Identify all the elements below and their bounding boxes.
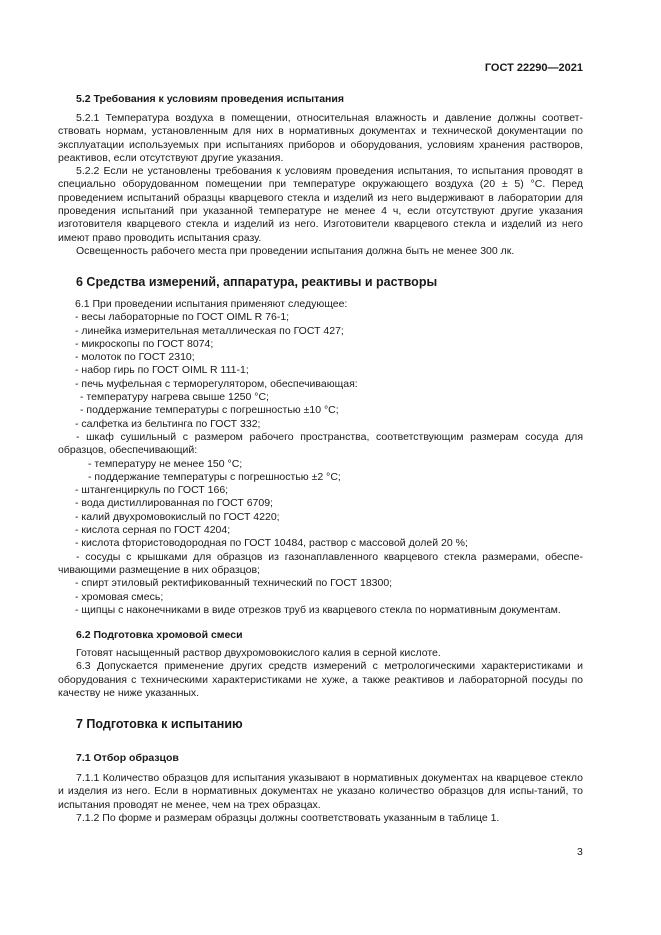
list-item: - печь муфельная с терморегулятором, обеспечивающая: [75, 377, 358, 390]
section-6-1-list [58, 298, 583, 617]
list-item: - спирт этиловый ректификованный технический по ГОСТ 18300; [75, 577, 393, 590]
paragraph-7-1-1: 7.1.1 Количество образцов для испытания указывают в нормативных документах на кварцевое стекло и изделия из него. Если в нормативных документах не указано количество образцов для испы-таний, то испытания проводят не менее, чем на трех образцах. [58, 772, 583, 811]
list-item: - хромовая смесь; [75, 590, 164, 603]
list-item: - кислота серная по ГОСТ 4204; [75, 524, 231, 537]
section-5-2-body [58, 112, 583, 258]
list-item: - штангенциркуль по ГОСТ 166; [75, 484, 229, 497]
list-item: - кислота фтористоводородная по ГОСТ 10484, раствор с массовой долей 20 %; [75, 537, 468, 550]
section-6-2-heading: 6.2 Подготовка хромовой смеси [76, 629, 243, 641]
section-6-heading: 6 Средства измерений, аппаратура, реактивы и растворы [76, 275, 438, 289]
list-item: - линейка измерительная металлическая по ГОСТ 427; [75, 324, 344, 337]
list-item: - микроскопы по ГОСТ 8074; [75, 337, 214, 350]
list-item: - весы лабораторные по ГОСТ OIML R 76-1; [75, 311, 290, 324]
paragraph-7-1-2: 7.1.2 По форме и размерам образцы должны соответствовать указанным в таблице 1. [76, 811, 500, 824]
section-7-heading: 7 Подготовка к испытанию [76, 717, 243, 731]
list-subitem: - поддержание температуры с погрешностью ±10 °С; [80, 404, 339, 417]
paragraph-6-2: Готовят насыщенный раствор двухромовокислого калия в серной кислоте. [76, 647, 441, 659]
list-item: - набор гирь по ГОСТ OIML R 111-1; [75, 364, 249, 377]
list-item: - калий двухромовокислый по ГОСТ 4220; [75, 510, 280, 523]
list-item: - салфетка из бельтинга по ГОСТ 332; [75, 417, 261, 430]
section-5-2-heading: 5.2 Требования к условиям проведения испытания [76, 93, 344, 105]
standard-header: ГОСТ 22290—2021 [484, 62, 583, 74]
section-6-2-body [58, 647, 583, 700]
paragraph-5-2-1: 5.2.1 Температура воздуха в помещении, относительная влажность и давление должны соответ-ствовать нормам, установленным для них в нормативных документах и технической документации по эксплуатации используемых при испытаниях приборов и оборудования, условиям хранения растворов, реактивов, если отсутствуют другие указания. [58, 112, 583, 164]
section-7-1-body [58, 772, 583, 825]
list-item: - шкаф сушильный с размером рабочего пространства, соответствующим размерам сосуда для образцов, обеспечивающий: [58, 430, 583, 457]
list-item: - щипцы с наконечниками в виде отрезков труб из кварцевого стекла по нормативным документам. [75, 603, 561, 616]
section-7-1-heading: 7.1 Отбор образцов [76, 752, 179, 764]
paragraph-5-2-2: 5.2.2 Если не установлены требования к условиям проведения испытания, то испытания проводят в специально оборудованном помещении при температуре окружающего воздуха (20 ± 5) °С. Перед проведением испытаний образцы кварцевого стекла и изделий из него выдерживают в лаборатории для проведения испытаний при указанной температуре не менее 4 ч, если отсутствуют другие указания изготовителя кварцевого стекла и изделий из него. Изготовители кварцевого стекла и изделий из него имеют право проводить испытания сразу. [58, 165, 583, 244]
list-item: - сосуды с крышками для образцов из газонаплавленного кварцевого стекла размерами, обеспе-чивающими размещение в них образцов; [58, 550, 583, 576]
paragraph-6-3: 6.3 Допускается применение других средств измерений с метрологическими характеристиками и оборудования с техническими характеристиками не хуже, а также реактивов и лабораторной посуды по качеству не ниже указанных. [58, 660, 583, 699]
list-item: - молоток по ГОСТ 2310; [75, 351, 195, 364]
list-subitem: - поддержание температуры с погрешностью ±2 °С; [88, 470, 341, 483]
page-number: 3 [577, 846, 583, 858]
list-subitem: - температуру не менее 150 °С; [88, 457, 243, 470]
list-subitem: - температуру нагрева свыше 1250 °С; [80, 391, 269, 404]
list-intro: 6.1 При проведении испытания применяют следующее: [75, 298, 348, 310]
paragraph-illumination: Освещенность рабочего места при проведении испытания должна быть не менее 300 лк. [76, 244, 515, 257]
list-item: - вода дистиллированная по ГОСТ 6709; [75, 497, 273, 510]
